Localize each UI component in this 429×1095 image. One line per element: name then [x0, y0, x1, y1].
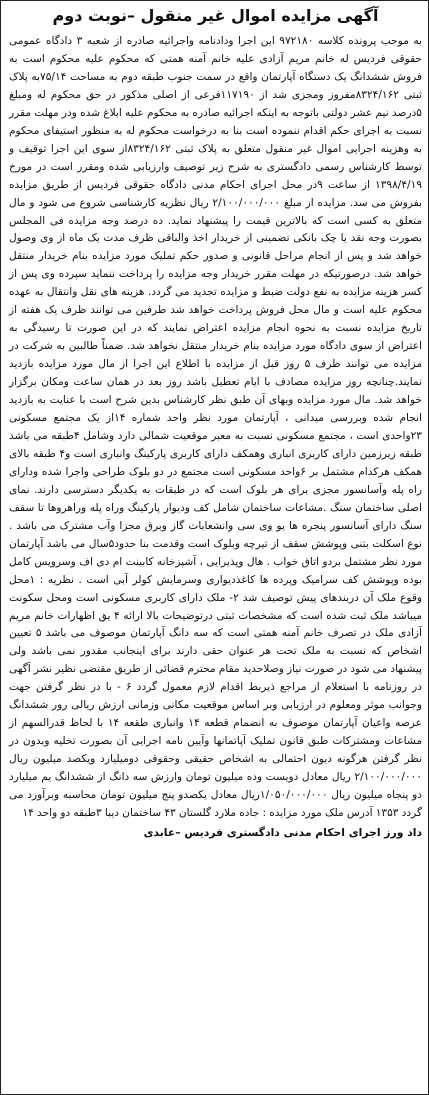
notice-body: به موجب پرونده کلاسه ۹۷۲۱۸۰ این اجرا ودادنامه واجرائیه صادره از شعبه ۳ دادگاه عمومی حقوقی فردیس له خانم مریم آزادی علیه خانم آمنه همتی که محکوم علیه محکوم است به فروش ششدانگ یک دستگاه آپارتمان واقع در سمت جنوب طبقه دوم به مساحت ۷۵/۱۴به پلاک ثبتی ۸۳۲۴/۱۶۲مفروز ومجزی شد از ۱۱۷۱۹۰فرعی از اصلی مذکور در حق محکوم له ومبلغ ۵درصد نیم عشر دولتی باتوجه به اینکه اجرائیه صادره به محکوم علیه ابلاغ شده ودر مهلت مقرر نسبت به اجرای حکم اقدام ننموده است بنا به درخواست محکوم له به منظور استیفای محکوم به وهزینه اجرایی اموال غیر منقول متعلق به پلاک ثبتی ۸۳۲۴/۱۶۲از سوی این اجرا توقیف و توسط کارشناس رسمی دادگستری به شرح زیر توصیف وارزیابی شده ومقرر است در مورخ ۱۳۹۸/۴/۱۹ از ساعت ۹در محل اجرای احکام مدنی دادگاه حقوقی فردیس از طریق مزایده بفروش می سد. مزایده از مبلغ ۲/۱۰۰/۰۰۰/۰۰۰ ریال نظریه کارشناسی شروع می شود و مال متعلق به کسی است که بالاترین قیمت را پیشنهاد نماید. ده درصد وجه مزایده فی المجلس بصورت وجه نقد یا چک بانکی تضمینی از خریدار اخذ والباقی ظرف مدت یک ماه از وی وصول خواهد شد و پس از انجام مراحل قانونی و صدور حکم تملیک مورد مزایده بنام خریدار منتقل خواهد شد. درصورتیکه در مهلت مقرر خریدار وجه مزایده را پرداخت ننماید سپرده وی پس از کسر هزینه مزایده به نفع دولت ضبط و مزایده تجدید می گردد. هزینه های نقل وانتقال به عهده محکوم علیه است و مال محل فروش پرداخت خواهد شد طرفین می توانند ظرف یک هفته از تاریخ مزایده نسبت به نحوه انجام مزایده اعتراض نمایند که در این صورت تا رسیدگی به اعتراض از سوی دادگاه مورد مزایده بنام خریدار منتقل نخواهد شد. ضمناً طالبین به شرکت در مزایده می توانند ظرف ۵ روز قبل از مزایده با اطلاع این اجرا از مال مورد مزایده بازدید نمایند.چنانچه روز مزایده مصادف با ایام تعطیل باشد روز بعد در همان ساعت ومکان برگزار خواهد شد. مال مورد مزایده وبهای آن طبق نظر کارشناس بدین شرح است با عنایت به بازدید انجام شده وبررسی میدانی ، آپارتمان مورد نظر واحد شماره ۱۴از یک مجتمع مسکونی ۲۳واحدی است ، مجتمع مسکونی نسبت به معبر موقعیت شمالی دارد وشامل ۴طبقه می باشد طبقه زیرزمین دارای کاربری انباری وهمکف دارای کاربری پارکینگ وانباری است و۴ طبقه بالای همکف هرکدام مشتمل بر ۶واحد مسکونی است مجتمع در دو بلوک طراحی واجرا شده ودارای راه پله وآسانسور مجزی برای هر بلوک است که در طبقات به یکدیگر دسترسی دارند. نمای اصلی ساختمان سنگ .مشاعات ساختمان شامل کف ودیوار پارکینگ وراه پله وراهروها تا سقف سنگ دارای آسانسور پنجره ها یو وی سی وانشعابات گاز وبرق مجزا وآب مشترک می باشد . نوع اسکلت بتنی وپوشش سقف از تیرچه وبلوک است وقدمت بنا حدود۵سال می باشد آپارتمان مورد نظر مشتمل بردو اتاق خواب . هال وپذیرایی ، آشپزخانه کابینت ام دی اف وسرویس کامل بوده وپوشش کف سرامیک وپرده ها کاغذدیواری وسرمایش کولر آبی است . نظریه : ۱محل وقوع ملک آن دربندهای پیش توصیف شد ۲- ملک دارای کاربری مسکونی است ومحل سکونت میباشد ملک ثبت شده است که مشخصات ثبتی درتوضیحات بالا ارائه ۴ یق اظهارات خانم مریم آزادی ملک در تصرف خانم آمنه همتی است که سه دانگ آپارتمان موصوف می باشد ۵ تعیین اشخاص که نسبت به ملک تحت هر عنوان حقی دارند برای اینجانب مقدور نمی باشد ولی پیشنهاد می شود در صورت نیاز وصلاحدید مقام محترم قضائی از طریق مقتضی نظیر نشر آگهی در روزنامه با استعلام از مراجع ذیربط اقدام لازم معمول گردد ۶ - با در نظر گرفتن جهت وجوانب موثر ومعلوم در ارزیابی وبر اساس موقعیت مکانی وزمانی ارزش ریالی رور ششدانگ عرصه واعیان آپارتمان موصوف به انضمام قطعه ۱۴ وانباری طقعه ۱۴ با لحاظ قدرالسهم از مشاعات ومشترکات طبق قانون تملیک آپاتمانها وآیین نامه اجرایی آن بصورت تخلیه وبدون در نظر گرفتن هرگونه دیون احتمالی به اشخاص حقیقی وحقوقی دومیلیارد ویکصد میلیون ریال ۲/۱۰۰/۰۰۰/۰۰۰ ریال معادل دویست وده میلیون تومان وارزش سه دانگ از ششدانگ یم میلیارد دو پنجاه میلیون ریال ۱/۰۵۰/۰۰۰/۰۰۰ریال معادل یکصدو پنج میلیون تومان محاسبه وبرآورد می گردد ۱۳۵۳ آدرس ملک مورد مزایده : جاده ملارد گلستان ۴۳ ساختمان دیبا ۳طبقه دو واحد ۱۴	[9, 35, 423, 819]
notice-title: آگهی مزایده اموال غیر منقول –نوبت دوم	[52, 6, 379, 25]
notice-signature: داد ورز اجرای احکام مدنی دادگستری فردیس –عابدی	[143, 825, 422, 839]
